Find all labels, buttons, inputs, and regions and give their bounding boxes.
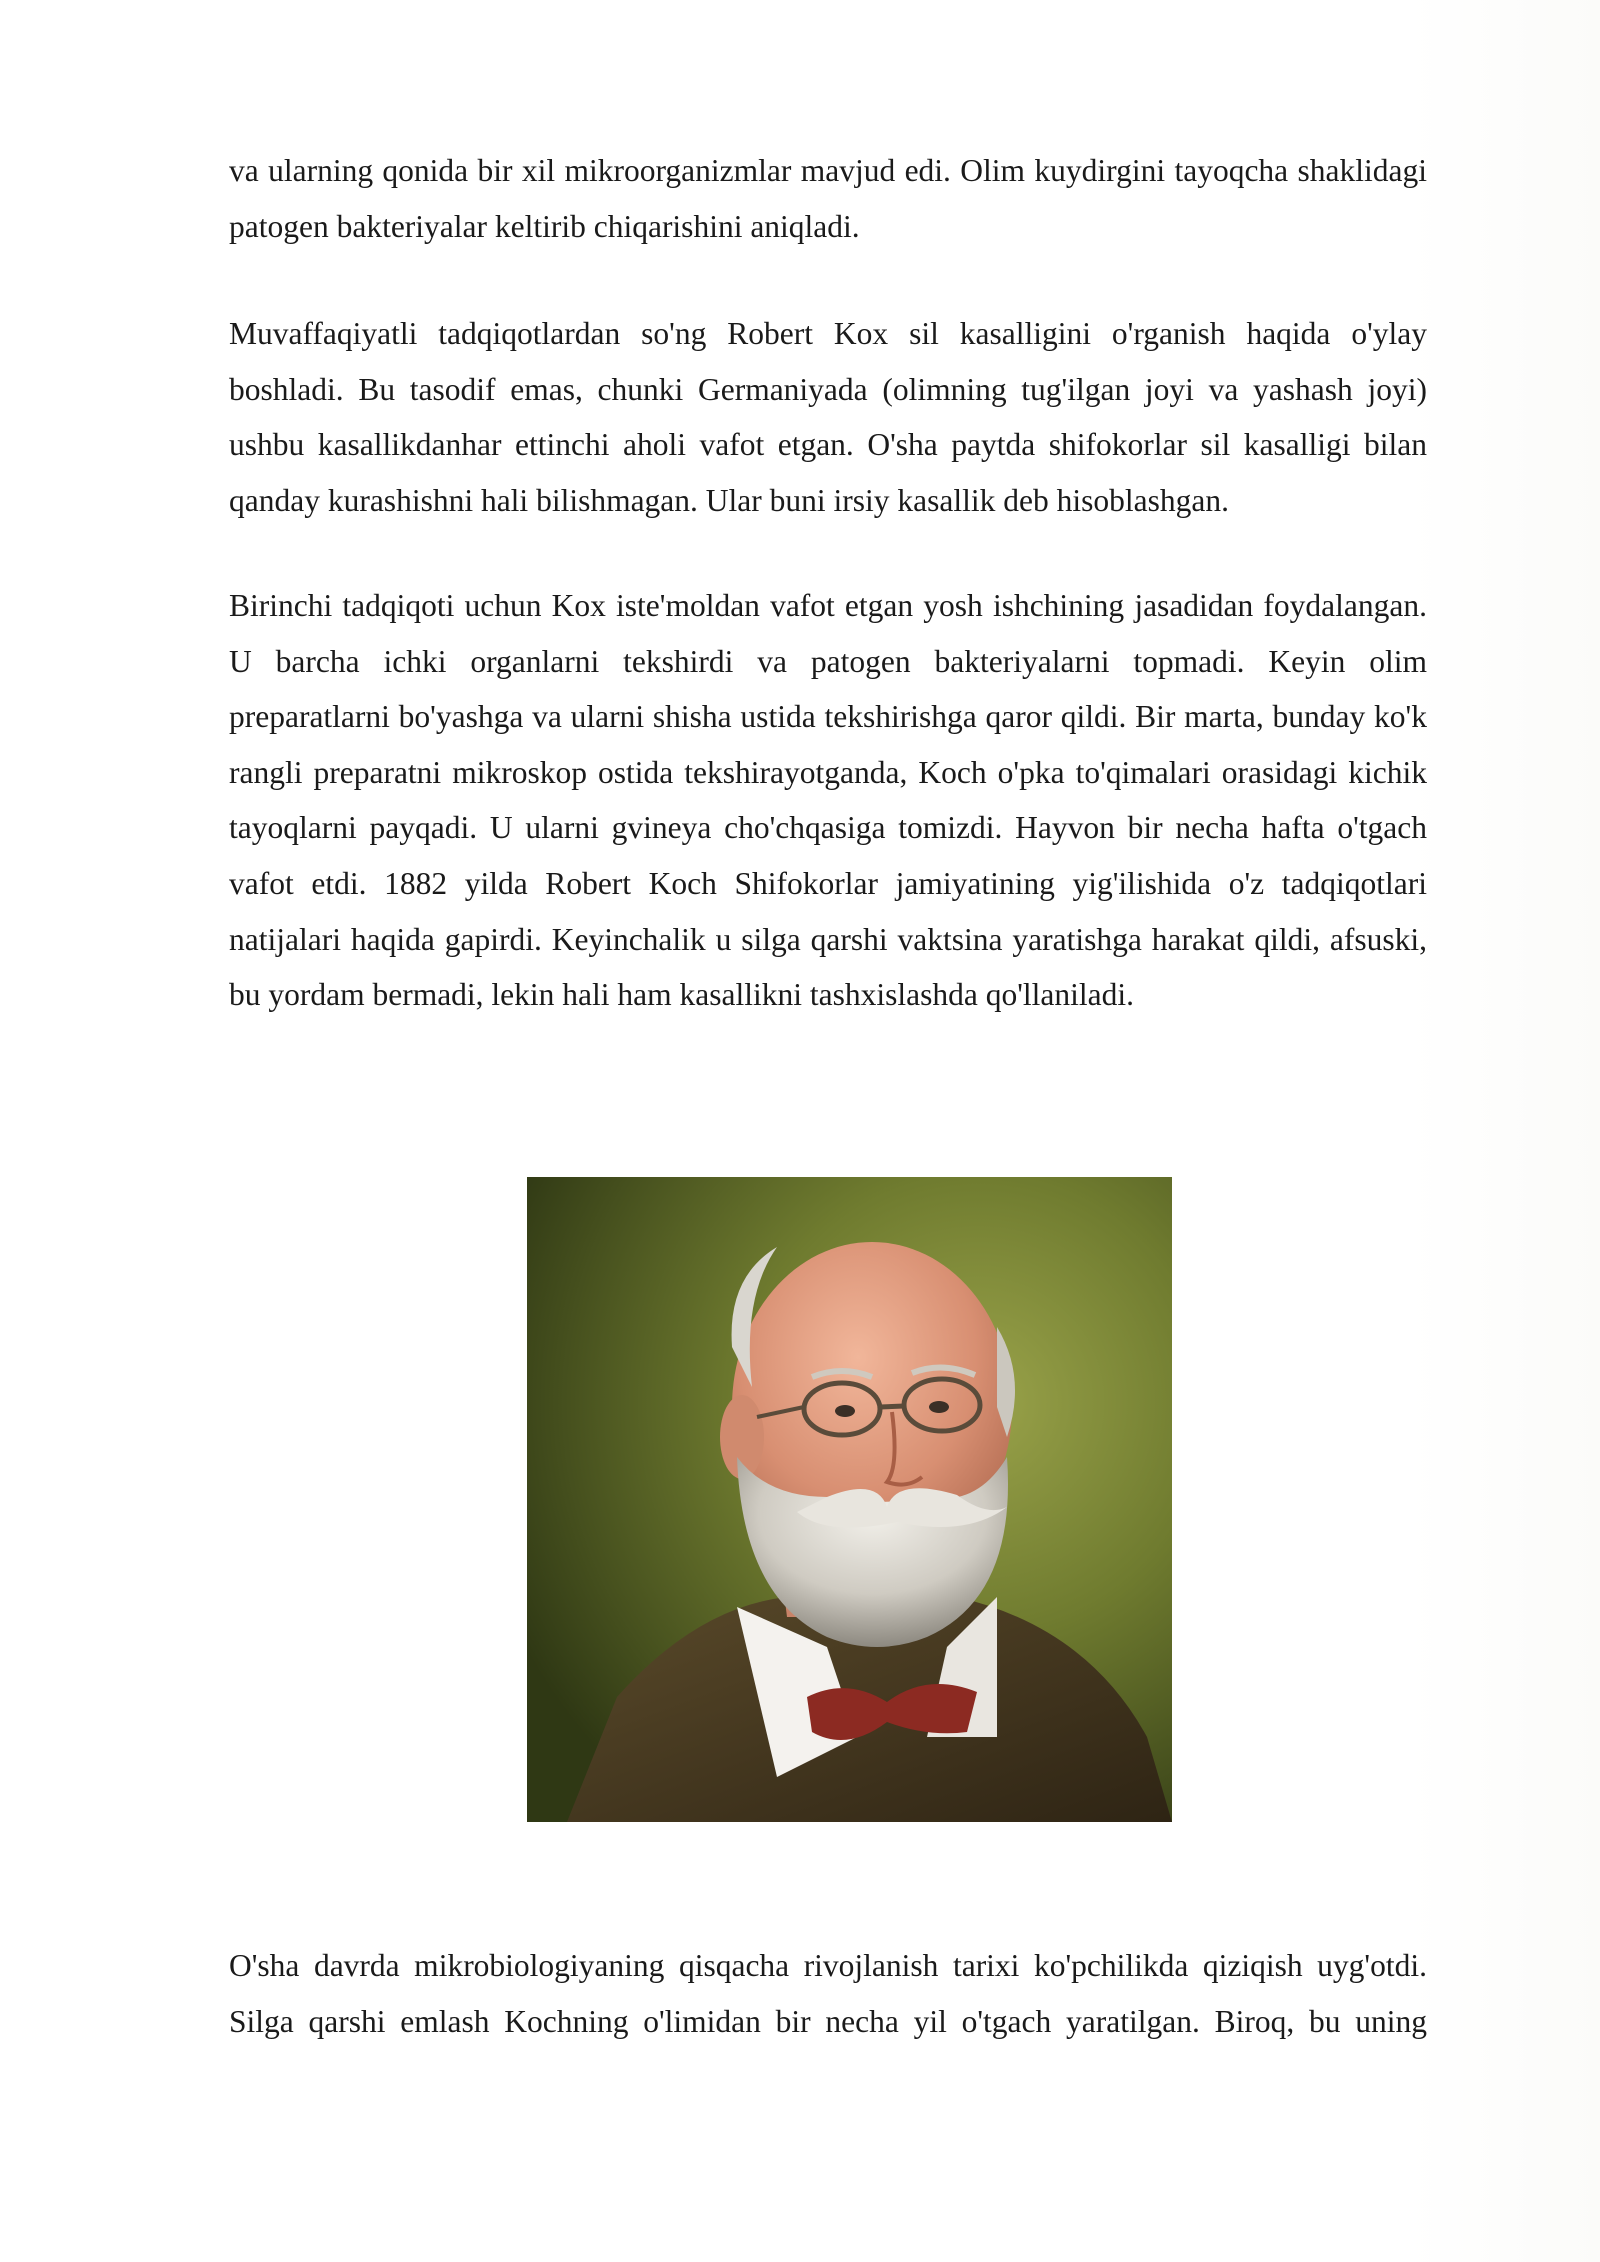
paragraph-3: Birinchi tadqiqoti uchun Kox iste'moldan vafot etgan yosh ishchining jasadidan foydalangan. U barcha ichki organlarni tekshirdi va patogen bakteriyalarni topmadi. Keyin olim preparatlarni bo'yashga va ularni shisha ustida tekshirishga qaror qildi. Bir marta, bunday ko'k rangli preparatni mikroskop ostida tekshirayotganda, Koch o'pka to'qimalari orasidagi kichik tayoqlarni payqadi. U ularni gvineya cho'chqasiga tomizdi. Hayvon bir necha hafta o'tgach vafot etdi. 1882 yilda Robert Koch Shifokorlar jamiyatining yig'ilishida o'z tadqiqotlari natijalari haqida gapirdi. Keyinchalik u silga qarshi vaktsina yaratishga harakat qildi, afsuski, bu yordam bermadi, lekin hali ham kasallikni tashxislashda qo'llaniladi.: [229, 588, 1427, 1013]
portrait-image: [527, 1177, 1172, 1822]
paragraph-1: va ularning qonida bir xil mikroorganizmlar mavjud edi. Olim kuydirgini tayoqcha shaklidagi patogen bakteriyalar keltirib chiqarishini aniqladi.: [229, 153, 1427, 244]
paragraph-2: Muvaffaqiyatli tadqiqotlardan so'ng Robert Kox sil kasalligini o'rganish haqida o'ylay boshladi. Bu tasodif emas, chunki Germaniyada (olimning tug'ilgan joyi va yashash joyi) ushbu kasallikdanhar ettinchi aholi vafot etgan. O'sha paytda shifokorlar sil kasalligi bilan qanday kurashishni hali bilishmagan. Ular buni irsiy kasallik deb hisoblashgan.: [229, 316, 1427, 518]
paragraph-4: O'sha davrda mikrobiologiyaning qisqacha rivojlanish tarixi ko'pchilikda qiziqish uyg'otdi. Silga qarshi emlash Kochning o'limidan bir necha yil o'tgach yaratilgan. Biroq, bu uning: [229, 1948, 1427, 2039]
